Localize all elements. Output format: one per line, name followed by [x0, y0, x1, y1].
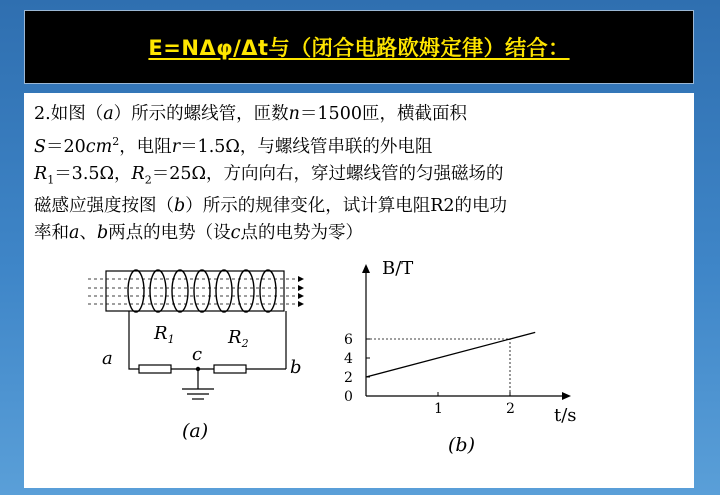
content-panel	[24, 93, 694, 488]
label-a: a	[102, 348, 113, 369]
problem-line-5: 率和a、b两点的电势（设c点的电势为零）	[34, 223, 363, 244]
caption-b: (b)	[448, 434, 475, 456]
problem-line-3: $R_1=3.5\Omega$，$R_2=25\Omega$，方向向右，穿过螺线管的匀强磁场的	[34, 163, 504, 187]
problem-line-2: $S=20cm^2$，电阻r＝1.5Ω，与螺线管串联的外电阻	[34, 135, 433, 157]
problem-line-4: 磁感应强度按图（b）所示的规律变化，试计算电阻R2的电功	[34, 196, 508, 217]
resistor-r1	[139, 365, 171, 373]
y-axis-label: B/T	[382, 258, 414, 279]
x-axis-label: t/s	[554, 405, 577, 426]
slide-title-text: E=NΔφ/Δt与（闭合电路欧姆定律）结合：	[148, 36, 570, 60]
ground-symbol	[182, 389, 214, 399]
x-tick-label: 1	[434, 401, 443, 417]
coil-windings	[128, 270, 276, 312]
y-tick-label: 0	[344, 389, 353, 405]
field-arrowheads	[298, 276, 304, 307]
problem-line-1: 2.如图（a）所示的螺线管，匝数n＝1500匝，横截面积	[34, 104, 467, 124]
y-tick-label: 2	[344, 370, 353, 386]
y-axis-arrow	[362, 264, 370, 273]
label-b: b	[290, 357, 302, 378]
figure-b-graph	[324, 256, 584, 461]
circuit-wires	[129, 311, 286, 389]
label-c: c	[192, 344, 203, 365]
problem-text	[34, 101, 689, 247]
label-r2: $R_2$	[228, 327, 249, 350]
slide-title	[24, 10, 694, 84]
resistor-r2	[214, 365, 246, 373]
y-tick-label: 4	[344, 351, 353, 367]
label-r1: $R_1$	[154, 323, 175, 346]
guide-lines	[366, 339, 510, 396]
x-axis-arrow	[562, 392, 571, 400]
node-c	[196, 367, 200, 371]
x-tick-label: 2	[506, 401, 515, 417]
y-tick-label: 6	[344, 332, 353, 348]
solenoid-body	[106, 271, 284, 311]
caption-a: (a)	[182, 420, 209, 442]
